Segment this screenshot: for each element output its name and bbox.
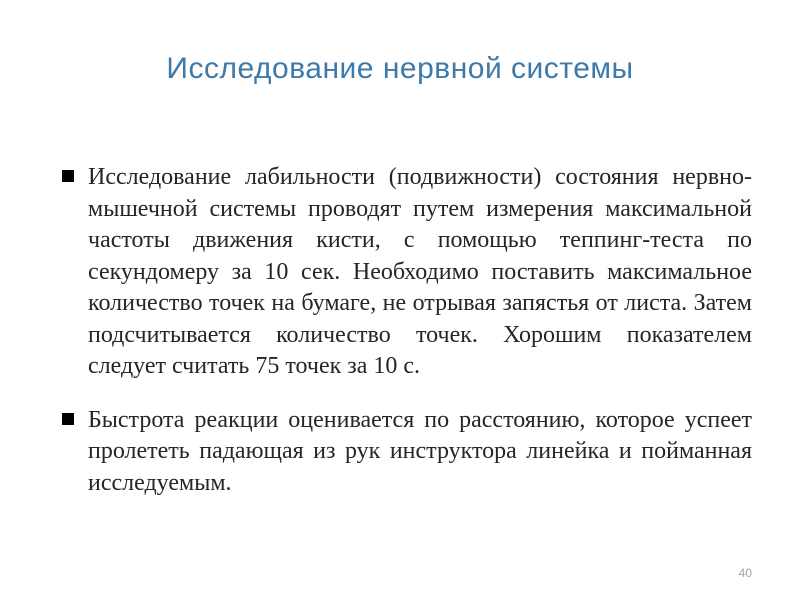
square-bullet-icon — [62, 170, 74, 182]
page-number: 40 — [738, 566, 752, 580]
bullet-text: Исследование лабильности (подвижности) состояния нервно-мышечной системы проводят путем измерения максимальной частоты движения кисти, с помощью теппинг-теста по секундомеру за 10 сек. Необходимо поставить максимальное количество точек на бумаге, не отрывая запястья от листа. Затем подсчитывается количество точек. Хорошим показателем следует считать 75 точек за 10 с. — [88, 164, 752, 379]
bullet-text: Быстрота реакции оценивается по расстоянию, которое успеет пролететь падающая из рук инструктора линейка и пойманная исследуемым. — [88, 406, 752, 496]
square-bullet-icon — [62, 413, 74, 425]
bullet-list — [62, 162, 752, 521]
bullet-item — [62, 405, 752, 500]
bullet-item — [62, 162, 752, 383]
slide-title: Исследование нервной системы — [166, 52, 634, 85]
